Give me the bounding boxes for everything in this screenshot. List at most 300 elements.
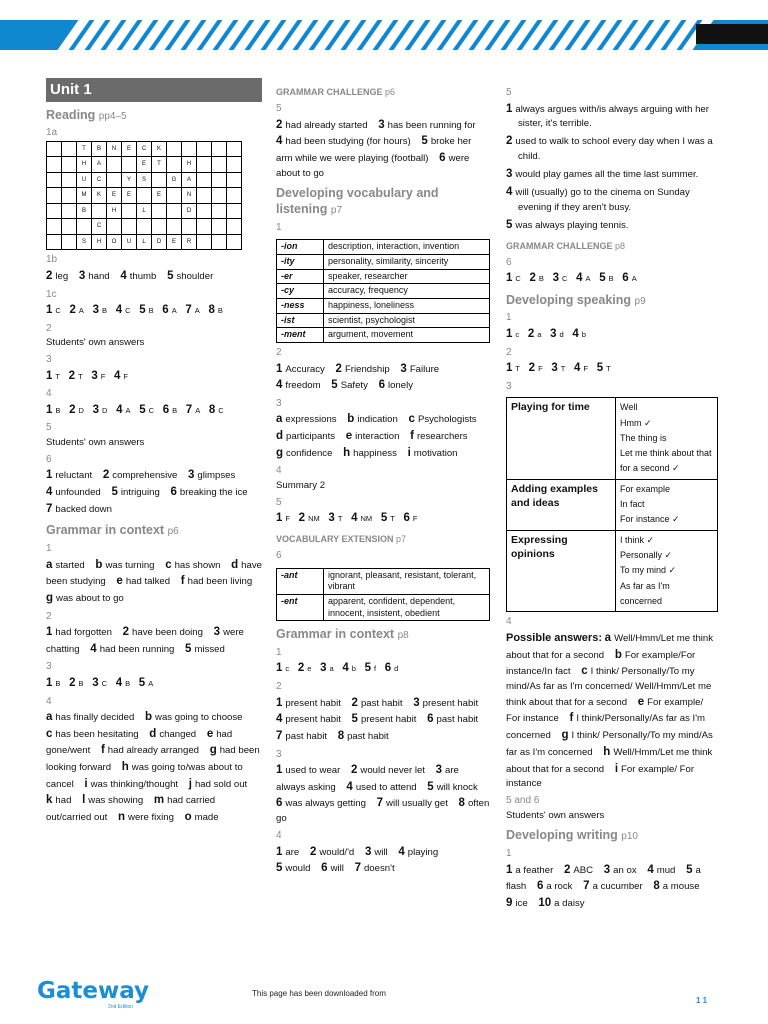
answer-item [139,305,159,316]
answer-key: 3 [328,512,335,525]
answer-key: 4 [342,662,349,675]
words-cell: accuracy, frequency [324,284,490,299]
grid-cell [62,234,77,250]
answer-value: NM [360,514,373,524]
edition-label: 2nd Edition [108,1004,134,1010]
answer-item [506,166,720,183]
grid-cell [92,203,107,219]
answer-value: would/'d [319,846,355,858]
grid-cell [197,219,212,235]
words-cell: apparent, confident, dependent, innocent, insistent, obedient [324,594,490,620]
answer-item [298,663,318,674]
exercise-number: 6 [276,550,282,562]
answer-item [46,795,79,806]
answer-value: Safety [340,380,368,392]
answer-key: 2 [528,362,536,375]
grid-cell [197,203,212,219]
section-heading: Developing speaking p9 [506,292,646,307]
grid-cell: L [137,203,152,219]
answer-key: 5 [167,269,174,282]
answer-value: made [194,812,219,824]
words-cell: ignorant, pleasant, resistant, tolerant, vibrant [324,568,490,594]
grid-cell [167,157,182,173]
words-cell: happiness, loneliness [324,298,490,313]
answer-key: 3 [435,764,443,777]
answer-value: has shown [174,559,221,571]
answer-item [209,405,230,416]
grid-cell: B [77,203,92,219]
answer-item [276,714,349,725]
answer-key: 8 [208,403,216,416]
grid-cell: E [167,234,182,250]
answer-value: D [78,405,84,415]
answer-key: 7 [185,403,193,416]
grid-cell: S [137,172,152,188]
answer-item [338,731,397,742]
answer-key: a [46,711,53,724]
answer-item [328,513,348,524]
answer-value: c [515,329,520,339]
answer-item [46,560,93,571]
answer-key: 1 [46,304,53,317]
suffix-cell: -ant [277,568,324,594]
phrase-item: Hmm ✓ [620,417,652,428]
answer-key: 5 [138,676,146,689]
grid-cell: R [182,234,197,250]
answer-item [352,698,411,709]
phrase-item: Let me think about that for a second ✓ [620,448,712,474]
answer-key: 3 [552,272,559,285]
answer-item [572,329,592,340]
grid-cell [47,188,62,204]
answer-value: often go [276,798,490,825]
answer-item [46,712,142,723]
answer-item [181,576,260,587]
phrases-table [506,397,718,612]
answer-value: a daisy [554,897,585,909]
answer-value: unfounded [55,487,101,499]
answer-value: used to wear [285,765,341,777]
answer-item [537,881,581,892]
answer-value: e [307,664,312,674]
answer-key: 7 [276,729,283,742]
answer-item [647,865,683,876]
answer-value: had sold out [194,778,248,790]
answer-key: 4 [276,379,283,392]
grid-cell: C [137,141,152,157]
answer-value: had been looking forward [46,745,260,774]
answer-key: b [95,558,103,571]
answer-list [506,862,720,912]
answer-list [46,302,262,319]
answer-item [103,470,185,481]
answer-item [163,405,183,416]
phrase-item: Personally ✓ [620,549,673,560]
answer-key: 6 [162,403,170,416]
answer-key: h [121,761,129,774]
answer-value: C [55,306,61,316]
words-cell: description, interaction, invention [324,240,490,255]
grid-cell [212,234,227,250]
answer-item [622,273,642,284]
answer-key: c [581,665,588,678]
answer-key: i [84,777,88,790]
answer-item [506,865,561,876]
answer-key: 5 [351,713,358,726]
answer-list [46,675,262,692]
answer-item [506,363,526,374]
answer-value: present habit [285,714,341,726]
exercise-number: 6 [46,453,52,465]
answer-item [320,663,340,674]
answer-item [114,371,134,382]
answer-list [276,695,490,745]
answer-list [46,368,262,385]
answer-item [116,678,136,689]
answer-item [185,644,233,655]
answer-value: d [394,664,399,674]
answer-value: has finally decided [55,712,135,724]
answer-key: 5 [427,780,434,793]
answer-key: e [206,727,214,740]
answer-key: 2 [69,676,76,689]
answer-key: 2 [529,272,536,285]
answer-value: shoulder [176,270,214,282]
answer-value: broke her arm while we were playing (football) [276,136,472,164]
exercise-number: 1c [46,288,57,300]
grid-cell: U [122,234,137,250]
answer-key: 4 [574,362,581,375]
answer-item [79,271,118,282]
answer-list [276,361,490,394]
grid-cell: O [107,234,122,250]
grid-cell [197,157,212,173]
answer-key: 5 [111,486,118,499]
grid-cell [227,172,242,188]
category-cell: Playing for time [507,398,616,479]
grid-cell: K [152,141,167,157]
grid-cell [137,188,152,204]
suffix-cell: -ment [277,328,324,343]
grid-cell [212,141,227,157]
exercise-number: 2 [506,346,512,358]
answer-key: 6 [378,379,385,392]
answer-value: I think/ Personally/To my mind/As far as I'm concerned/ Well/Hmm/Let me think about that for a second [506,666,712,708]
answer-item [145,712,251,723]
exercise-number: 4 [46,388,52,400]
answer-item [162,305,182,316]
answer-item [123,627,211,638]
answer-value: B [538,274,544,284]
answer-item [347,414,406,425]
suffix-table-2 [276,568,490,622]
answer-key: 3 [78,269,86,282]
answer-value: was going to/was about to cancel [46,762,243,790]
answer-value: A [125,405,131,415]
answer-item [583,881,651,892]
answer-value: Accuracy [285,363,325,375]
answer-item [276,120,376,131]
answer-key: 4 [46,486,53,499]
answer-item [69,371,89,382]
exercise-number: 1a [46,127,58,139]
answer-value: used to walk to school every day when I was a child. [515,136,713,162]
phrase-item: Well [620,402,638,413]
answer-value: Failure [409,363,440,375]
answer-value: had gone/went [46,728,233,757]
exercise-number: 3 [46,661,52,673]
answer-text: Students' own answers [46,436,145,448]
answer-item [46,470,100,481]
answer-key: 5 [686,863,693,876]
answer-value: had been studying (for hours) [285,136,411,148]
answer-value: F [583,364,589,374]
grid-cell [62,203,77,219]
grid-cell [122,219,137,235]
exercise-number: 5 [276,103,282,115]
answer-list [506,270,720,287]
answer-key: l [82,794,86,807]
answer-key: o [184,811,192,824]
answer-key: 3 [320,662,327,675]
grid-cell [197,141,212,157]
grid-cell [47,203,62,219]
answer-list [46,268,262,285]
grid-cell: H [182,157,197,173]
answer-key: 4 [346,780,353,793]
answer-key: g [561,729,569,742]
answer-item [351,513,378,524]
answer-key: 7 [46,502,53,515]
answer-key: 2 [69,403,76,416]
answer-item [378,120,483,131]
answer-key: 6 [162,304,169,317]
answer-key: 5 [596,362,604,375]
answer-key: g [276,446,284,459]
answer-key: 4 [276,135,283,148]
answer-value: leg [55,270,69,282]
answer-item [276,847,307,858]
answer-value: b [581,329,586,339]
answer-item [413,698,486,709]
grid-cell [62,188,77,204]
answer-value: had carried out/carried out [46,795,216,824]
answer-value: C [562,274,568,284]
answer-key: 6 [321,862,328,875]
answer-item [604,865,645,876]
exercise-number: 4 [506,616,512,628]
grid-cell [122,157,137,173]
answer-value: Well/Hmm/Let me think about that for a second [506,746,713,775]
grid-cell [227,141,242,157]
answer-key: 2 [46,269,53,282]
suffix-cell: -ent [277,594,324,620]
answer-value: T [606,364,611,374]
answer-value: D [102,405,108,415]
exercise-number: 4 [46,695,52,707]
answer-key: 6 [427,713,434,726]
answer-value: B [148,306,154,316]
header-banner [0,20,768,50]
answer-value: B [78,678,84,688]
answer-key: i [614,762,619,775]
answer-item [400,364,447,375]
answer-list [276,411,490,461]
answer-value: For example/For instance/In fact [506,649,696,678]
answer-item [189,779,255,790]
answer-key: 4 [398,845,405,858]
answer-list [276,660,490,677]
suffix-cell: -ion [277,240,324,255]
answer-item [506,217,720,234]
section-heading: GRAMMAR CHALLENGE p8 [506,240,626,251]
answer-key: 2 [276,118,283,131]
answer-value: has been running for [387,119,476,131]
footer-text: This page has been downloaded from [252,989,386,998]
answer-value: had forgotten [55,627,112,639]
answer-item [276,863,318,874]
grid-cell: C [92,219,107,235]
answer-item [276,765,348,776]
grid-cell [227,203,242,219]
answer-value: present habit [285,697,341,709]
grid-cell: L [137,234,152,250]
answer-value: would [285,863,311,875]
section-heading: Developing writing p10 [506,828,638,843]
grid-cell [137,219,152,235]
answer-item [276,448,340,459]
answer-value: backed down [55,503,112,515]
answer-item [379,380,421,391]
answer-value: For example/ For instance [506,696,704,725]
answer-key: 4 [120,269,127,282]
answer-item [46,487,109,498]
grid-cell [227,188,242,204]
answer-value: C [101,678,108,688]
answer-value: a mouse [662,881,700,893]
answer-key: b [347,413,355,426]
answer-value: doesn't [363,863,395,875]
grid-cell [167,203,182,219]
answer-value: missed [194,643,225,655]
answer-item [188,470,243,481]
exercise-number: 1 [46,543,52,555]
exercise-number: 1b [46,254,58,266]
answer-key: 9 [506,896,513,909]
answer-key: 4 [576,272,583,285]
answer-value: will knock [436,781,478,793]
answer-value: always argues with/is always arguing with her sister, it's terrible. [515,103,709,130]
answer-key: 5 [276,862,283,875]
answer-item [84,779,186,790]
answer-value: hand [88,270,110,282]
answer-value: changed [159,728,197,740]
answer-item [530,273,550,284]
answer-item [551,363,571,374]
answer-key: 3 [92,304,99,317]
category-cell: Adding examples and ideas [507,479,616,530]
exercise-number: 4 [276,465,282,477]
answer-value: B [608,274,614,284]
answer-item [120,271,164,282]
answer-value: participants [286,431,336,443]
answer-item [576,273,596,284]
grid-cell [107,219,122,235]
grid-cell [107,172,122,188]
answer-value: ice [515,897,528,909]
answer-key: 4 [506,186,513,199]
answer-item [336,364,398,375]
answer-item [276,798,374,809]
grid-cell: A [182,172,197,188]
phrase-item: To my mind ✓ [620,565,677,576]
answer-key: d [231,558,239,571]
answer-key: 1 [506,327,513,340]
grid-cell [182,141,197,157]
answer-value: have been studying [46,559,262,588]
grid-cell: E [122,188,137,204]
answer-item [69,678,89,689]
exercise-number: 2 [46,322,52,334]
grid-cell [182,219,197,235]
grid-cell [212,157,227,173]
section-heading: Reading pp4–5 [46,107,127,122]
answer-item [46,371,66,382]
answer-value: C [218,405,224,415]
answer-key: 5 [421,135,428,148]
answer-item [550,329,570,340]
answer-key: 5 [506,218,513,231]
answer-key: 6 [403,512,410,525]
answer-value: lonely [387,380,414,392]
grid-cell: M [77,188,92,204]
exercise-number: 2 [46,610,52,622]
words-cell: speaker, researcher [324,269,490,284]
grid-cell [107,157,122,173]
answer-key: h [603,745,611,758]
answer-key: h [343,446,351,459]
answer-key: 1 [276,696,283,709]
answer-list [46,467,262,517]
answer-value: For example/ For instance [506,763,695,790]
answer-value: had already started [285,119,368,131]
answer-item [599,273,619,284]
page-mark: 1 1 [696,996,708,1005]
answer-value: a feather [515,864,554,876]
answer-item [299,513,326,524]
answer-key: c [165,558,172,571]
exercise-number: 1 [506,848,512,860]
answer-list [276,762,490,826]
answer-value: Well/Hmm/Let me think about that for a second [506,632,714,661]
phrases-cell [616,398,718,479]
answer-value: confidence [286,447,333,459]
answer-list [506,360,720,377]
answer-value: motivation [413,447,458,459]
answer-key: j [188,777,192,790]
answer-item [346,782,424,793]
phrase-item: For example [620,483,671,494]
answer-item [528,329,548,340]
suffix-cell: -ness [277,298,324,313]
answer-item [276,431,343,442]
answer-item [506,133,720,164]
answer-key: 4 [572,327,579,340]
answer-value: are always asking [276,765,459,793]
answer-item [381,513,401,524]
answer-key: 5 [364,662,371,675]
answer-item [276,414,345,425]
